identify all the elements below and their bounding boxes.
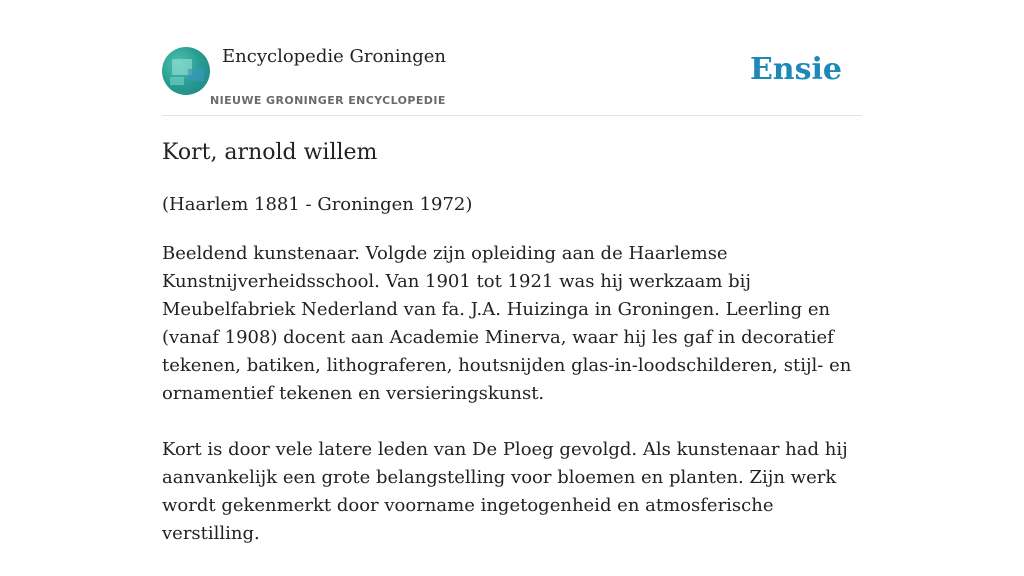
logo-pane [170,77,184,85]
logo-pane [188,69,204,81]
article-body [162,240,862,576]
article-lifespan: (Haarlem 1881 - Groningen 1972) [162,194,473,215]
site-header [162,0,862,116]
site-title-link[interactable]: Encyclopedie Groningen [222,46,447,67]
article-paragraph: Kort is door vele latere leden van De Ploeg gevolgd. Als kunstenaar had hij aanvankelijk een grote belangstelling voor bloemen en planten. Zijn werk wordt gekenmerkt door voorname ingetogenheid en atmosferische verstilling. [162,439,848,544]
site-subtitle: NIEUWE GRONINGER ENCYCLOPEDIE [210,94,446,107]
ensie-brand-link[interactable]: Ensie [749,52,842,87]
article-title: Kort, arnold willem [162,140,378,165]
encyclopedie-groningen-logo-icon[interactable] [162,47,210,95]
article-paragraph: Beeldend kunstenaar. Volgde zijn opleiding aan de Haarlemse Kunstnijverheidsschool. Van 1901 tot 1921 was hij werkzaam bij Meubelfabriek Nederland van fa. J.A. Huizinga in Groningen. Leerling en (vanaf 1908) docent aan Academie Minerva, waar hij les gaf in decoratief tekenen, batiken, lithograferen, houtsnijden glas-in-loodschilderen, stijl- en ornamentief tekenen en versieringskunst. [162,243,852,404]
